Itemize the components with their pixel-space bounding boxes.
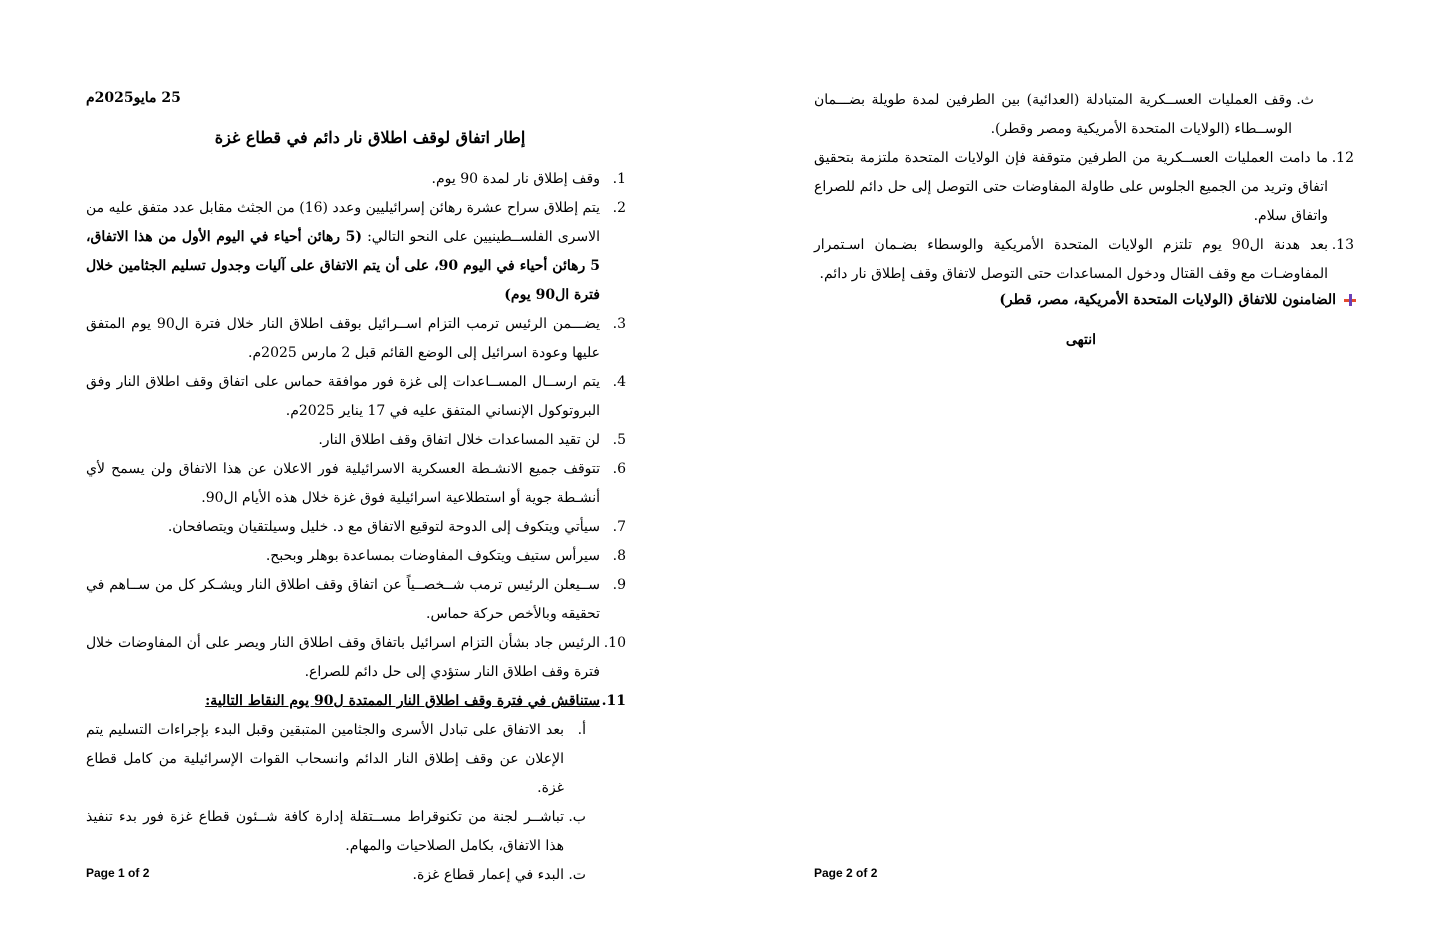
footer-prefix: Page bbox=[86, 866, 119, 880]
item-number: 7. bbox=[612, 519, 626, 535]
list-item-11 bbox=[86, 687, 626, 716]
list-item-7 bbox=[86, 513, 626, 542]
sub-item-a bbox=[86, 716, 586, 803]
item-number: 9. bbox=[612, 577, 626, 593]
item-number: 12. bbox=[1331, 150, 1354, 166]
continued-list bbox=[814, 86, 1354, 289]
guarantors-text: الضامنون للاتفاق (الولايات المتحدة الأمريكية، مصر، قطر) bbox=[999, 292, 1336, 308]
footer-of: of bbox=[852, 866, 871, 880]
item-number: 6. bbox=[612, 461, 626, 477]
item-text bbox=[86, 194, 600, 310]
footer-current-page: 1 bbox=[118, 866, 125, 880]
list-item-5 bbox=[86, 426, 626, 455]
item-text: يتم ارســال المســاعدات إلى غزة فور موافقة حماس على اتفاق وقف اطلاق النار وفق البروتوكول الإنساني المتفق عليه في 17 يناير 2025م. bbox=[86, 374, 600, 419]
sub-item-text: تباشــر لجنة من تكنوقراط مســتقلة إدارة كافة شــئون قطاع غزة فور بدء تنفيذ هذا الاتفاق، بكامل الصلاحيات والمهام. bbox=[86, 809, 564, 854]
sub-item-letter: ب. bbox=[568, 809, 586, 825]
list-item-2 bbox=[86, 194, 626, 310]
item-number: 10. bbox=[603, 635, 626, 651]
list-item-4 bbox=[86, 368, 626, 426]
sub-item-th bbox=[814, 86, 1314, 144]
item-text: ستناقش في فترة وقف اطلاق النار الممتدة ل90 يوم النقاط التالية: bbox=[205, 693, 600, 709]
item-text-bold: (5 رهائن أحياء في اليوم الأول من هذا الاتفاق، 5 رهائن أحياء في اليوم 90، على أن يتم الاتفاق على آليات وجدول تسليم الجثامين خلال فترة ال90 يوم) bbox=[86, 229, 600, 303]
list-item-8 bbox=[86, 542, 626, 571]
item-text: وقف إطلاق نار لمدة 90 يوم. bbox=[431, 171, 600, 187]
page-footer bbox=[86, 866, 149, 880]
item-text: ما دامت العمليات العســكرية من الطرفين متوقفة فإن الولايات المتحدة ملتزمة بتحقيق اتفاق وتريد من الجميع الجلوس على طاولة المفاوضات حتى التوصل إلى حل دائم للصراع واتفاق سلام. bbox=[814, 150, 1328, 224]
list-item-1 bbox=[86, 165, 626, 194]
list-item-13 bbox=[814, 231, 1354, 289]
footer-total-pages: 2 bbox=[870, 866, 878, 880]
footer-total-pages: 2 bbox=[142, 866, 150, 880]
item-number: 3. bbox=[612, 316, 626, 332]
item-text: بعد هدنة ال90 يوم تلتزم الولايات المتحدة الأمريكية والوسطاء بضـمان اسـتمرار المفاوضـات مع وقف القتال ودخول المساعدات حتى التوصل لاتفاق وقف إطلاق نار دائم. bbox=[814, 237, 1328, 282]
item-text: يضـــمن الرئيس ترمب التزام اســرائيل بوقف اطلاق النار خلال فترة ال90 يوم المتفق عليها وعودة اسرائيل إلى الوضع القائم قبل 2 مارس 2025م. bbox=[86, 316, 600, 361]
list-item-10 bbox=[86, 629, 626, 687]
item-number: 5. bbox=[612, 432, 626, 448]
page-footer bbox=[814, 866, 877, 880]
document-date: 25 مايو2025م bbox=[86, 90, 181, 106]
item-text: لن تقيد المساعدات خلال اتفاق وقف اطلاق النار. bbox=[318, 432, 600, 448]
item-number: 11. bbox=[601, 693, 626, 709]
sub-item-letter: أ. bbox=[577, 722, 586, 738]
document-title: إطار اتفاق لوقف اطلاق نار دائم في قطاع غزة bbox=[214, 128, 526, 147]
list-item-9 bbox=[86, 571, 626, 629]
sub-item-b bbox=[86, 803, 586, 861]
sub-item-text: بعد الاتفاق على تبادل الأسرى والجثامين المتبقين وقبل البدء بإجراءات التسليم يتم الإعلان عن وقف إطلاق النار الدائم وانسحاب القوات الإسرائيلية من كامل قطاع غزة. bbox=[86, 722, 564, 796]
item-number: 2. bbox=[612, 200, 626, 216]
item-text: تتوقف جميع الانشـطة العسكرية الاسرائيلية فور الاعلان عن هذا الاتفاق ولن يسمح لأي أنشـطة جوية أو استطلاعية اسرائيلية فوق غزة خلال هذه الأيام ال90. bbox=[86, 461, 600, 506]
list-item-12 bbox=[814, 144, 1354, 231]
item-number: 13. bbox=[1331, 237, 1354, 253]
footer-prefix: Page bbox=[814, 866, 847, 880]
item-number: 4. bbox=[612, 374, 626, 390]
sub-item-text: البدء في إعمار قطاع غزة. bbox=[412, 867, 564, 883]
item-text: سيأتي ويتكوف إلى الدوحة لتوقيع الاتفاق مع د. خليل وسيلتقيان ويتصافحان. bbox=[167, 519, 600, 535]
page-2 bbox=[728, 0, 1456, 942]
sub-item-letter: ث. bbox=[1296, 92, 1314, 108]
item-text: الرئيس جاد بشأن التزام اسرائيل باتفاق وقف اطلاق النار ويصر على أن المفاوضات خلال فترة وقف اطلاق النار ستؤدي إلى حل دائم للصراع. bbox=[86, 635, 600, 680]
footer-current-page: 2 bbox=[846, 866, 853, 880]
list-item-3 bbox=[86, 310, 626, 368]
footer-of: of bbox=[124, 866, 143, 880]
item-number: 8. bbox=[612, 548, 626, 564]
end-marker: انتهى bbox=[1065, 332, 1096, 348]
sub-item-letter: ت. bbox=[568, 867, 586, 883]
item-text-regular: يتم إطلاق سراح عشرة رهائن إسرائيليين وعدد (16) من الجثث مقابل عدد متفق عليه من الاسرى الفلســطينيين على النحو التالي: bbox=[86, 200, 600, 245]
item-text: ســيعلن الرئيس ترمب شــخصــياً عن اتفاق وقف اطلاق النار ويشـكر كل من ســاهم في تحقيقه وبالأخص حركة حماس. bbox=[86, 577, 600, 622]
list-item-6 bbox=[86, 455, 626, 513]
item-text: سيرأس ستيف ويتكوف المفاوضات بمساعدة بوهلر وبحبح. bbox=[265, 548, 600, 564]
sub-item-text: وقف العمليات العســكرية المتبادلة (العدائية) بين الطرفين لمدة طويلة بضـــمان الوســطاء (الولايات المتحدة الأمريكية ومصر وقطر). bbox=[814, 92, 1292, 137]
main-list bbox=[86, 165, 626, 890]
guarantors-line bbox=[999, 292, 1356, 308]
item-number: 1. bbox=[612, 171, 626, 187]
sub-item-t bbox=[86, 861, 586, 890]
bullet-star-icon bbox=[1344, 294, 1356, 306]
